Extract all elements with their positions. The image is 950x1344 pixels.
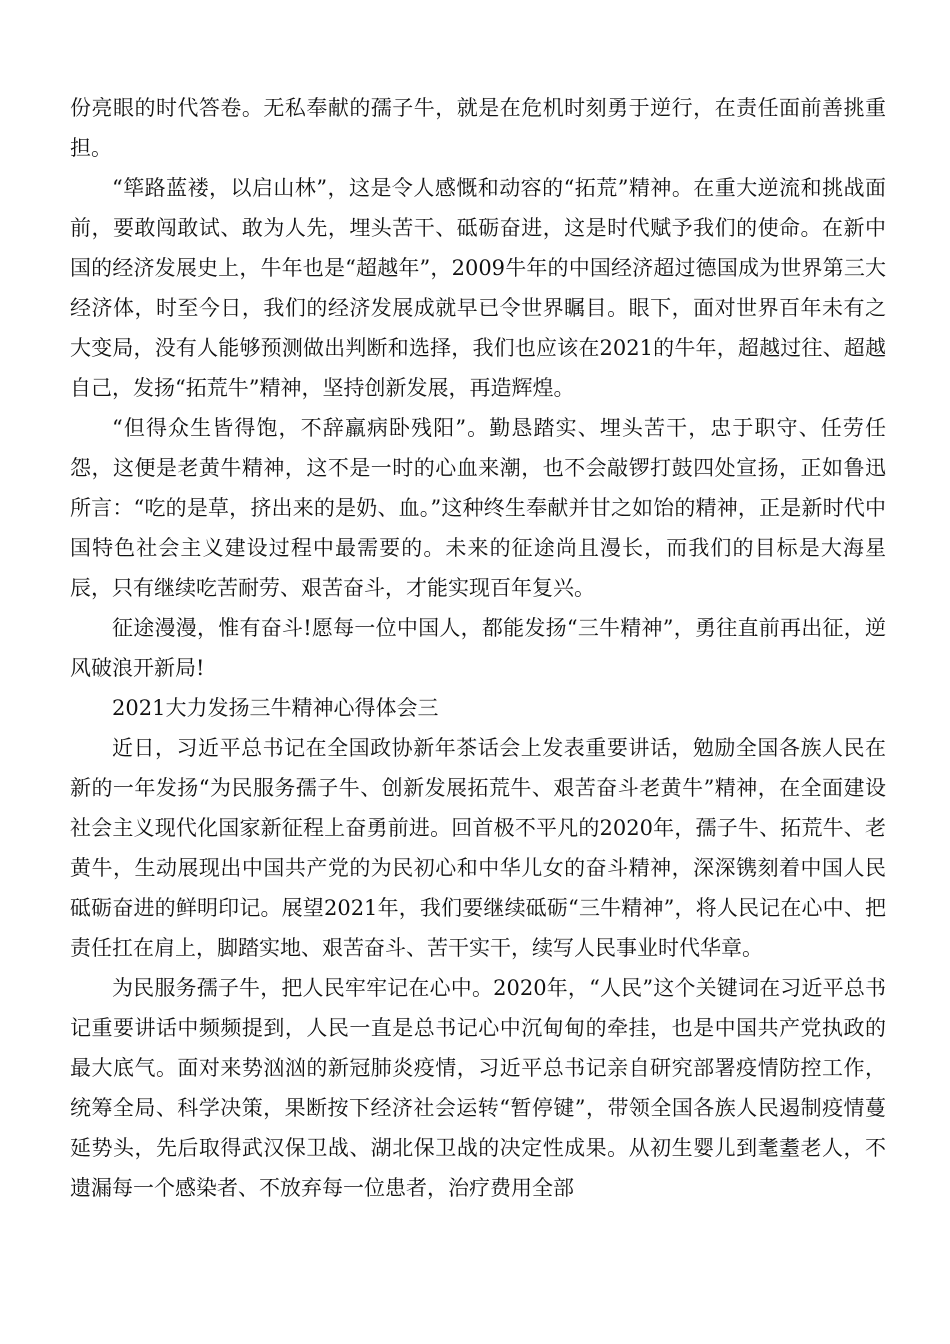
- paragraph-old-ox: “但得众生皆得饱，不辞羸病卧残阳”。勤恳踏实、埋头苦干，忠于职守、任劳任怨，这便是老黄牛精神，这不是一时的心血来潮，也不会敲锣打鼓四处宣扬，正如鲁迅所言：“吃的是草，挤出来的是奶、血。”这种终生奉献并甘之如饴的精神，正是新时代中国特色社会主义建设过程中最需要的。未来的征途尚且漫长，而我们的目标是大海星辰，只有继续吃苦耐劳、艰苦奋斗，才能实现百年复兴。: [70, 416, 886, 600]
- paragraph-conclusion: 征途漫漫，惟有奋斗!愿每一位中国人，都能发扬“三牛精神”，勇往直前再出征，逆风破浪开新局!: [70, 616, 886, 680]
- paragraph-pioneer-ox: “筚路蓝褛，以启山林”，这是令人感慨和动容的“拓荒”精神。在重大逆流和挑战面前，要敢闯敢试、敢为人先，埋头苦干、砥砺奋进，这是时代赋予我们的使命。在新中国的经济发展史上，牛年也是“超越年”，2009牛年的中国经济超过德国成为世界第三大经济体，时至今日，我们的经济发展成就早已令世界瞩目。眼下，面对世界百年未有之大变局，没有人能够预测做出判断和选择，我们也应该在2021的牛年，超越过往、超越自己，发扬“拓荒牛”精神，坚持创新发展，再造辉煌。: [70, 176, 886, 400]
- section-heading: 2021大力发扬三牛精神心得体会三: [112, 696, 439, 720]
- paragraph-intro: 近日，习近平总书记在全国政协新年茶话会上发表重要讲话，勉励全国各族人民在新的一年发扬“为民服务孺子牛、创新发展拓荒牛、艰苦奋斗老黄牛”精神，在全面建设社会主义现代化国家新征程上奋勇前进。回首极不平凡的2020年，孺子牛、拓荒牛、老黄牛，生动展现出中国共产党的为民初心和中华儿女的奋斗精神，深深镌刻着中国人民砥砺奋进的鲜明印记。展望2021年，我们要继续砥砺“三牛精神”，将人民记在心中、把责任扛在肩上，脚踏实地、艰苦奋斗、苦干实干，续写人民事业时代华章。: [70, 736, 886, 960]
- document-page: [70, 88, 886, 1208]
- paragraph-continuation: 份亮眼的时代答卷。无私奉献的孺子牛，就是在危机时刻勇于逆行，在责任面前善挑重担。: [70, 96, 886, 160]
- paragraph-serve-people: 为民服务孺子牛，把人民牢牢记在心中。2020年，“人民”这个关键词在习近平总书记重要讲话中频频提到，人民一直是总书记心中沉甸甸的牵挂，也是中国共产党执政的最大底气。面对来势汹汹的新冠肺炎疫情，习近平总书记亲自研究部署疫情防控工作，统筹全局、科学决策，果断按下经济社会运转“暂停键”，带领全国各族人民遏制疫情蔓延势头，先后取得武汉保卫战、湖北保卫战的决定性成果。从初生婴儿到耄耋老人，不遗漏每一个感染者、不放弃每一位患者，治疗费用全部: [70, 976, 886, 1200]
